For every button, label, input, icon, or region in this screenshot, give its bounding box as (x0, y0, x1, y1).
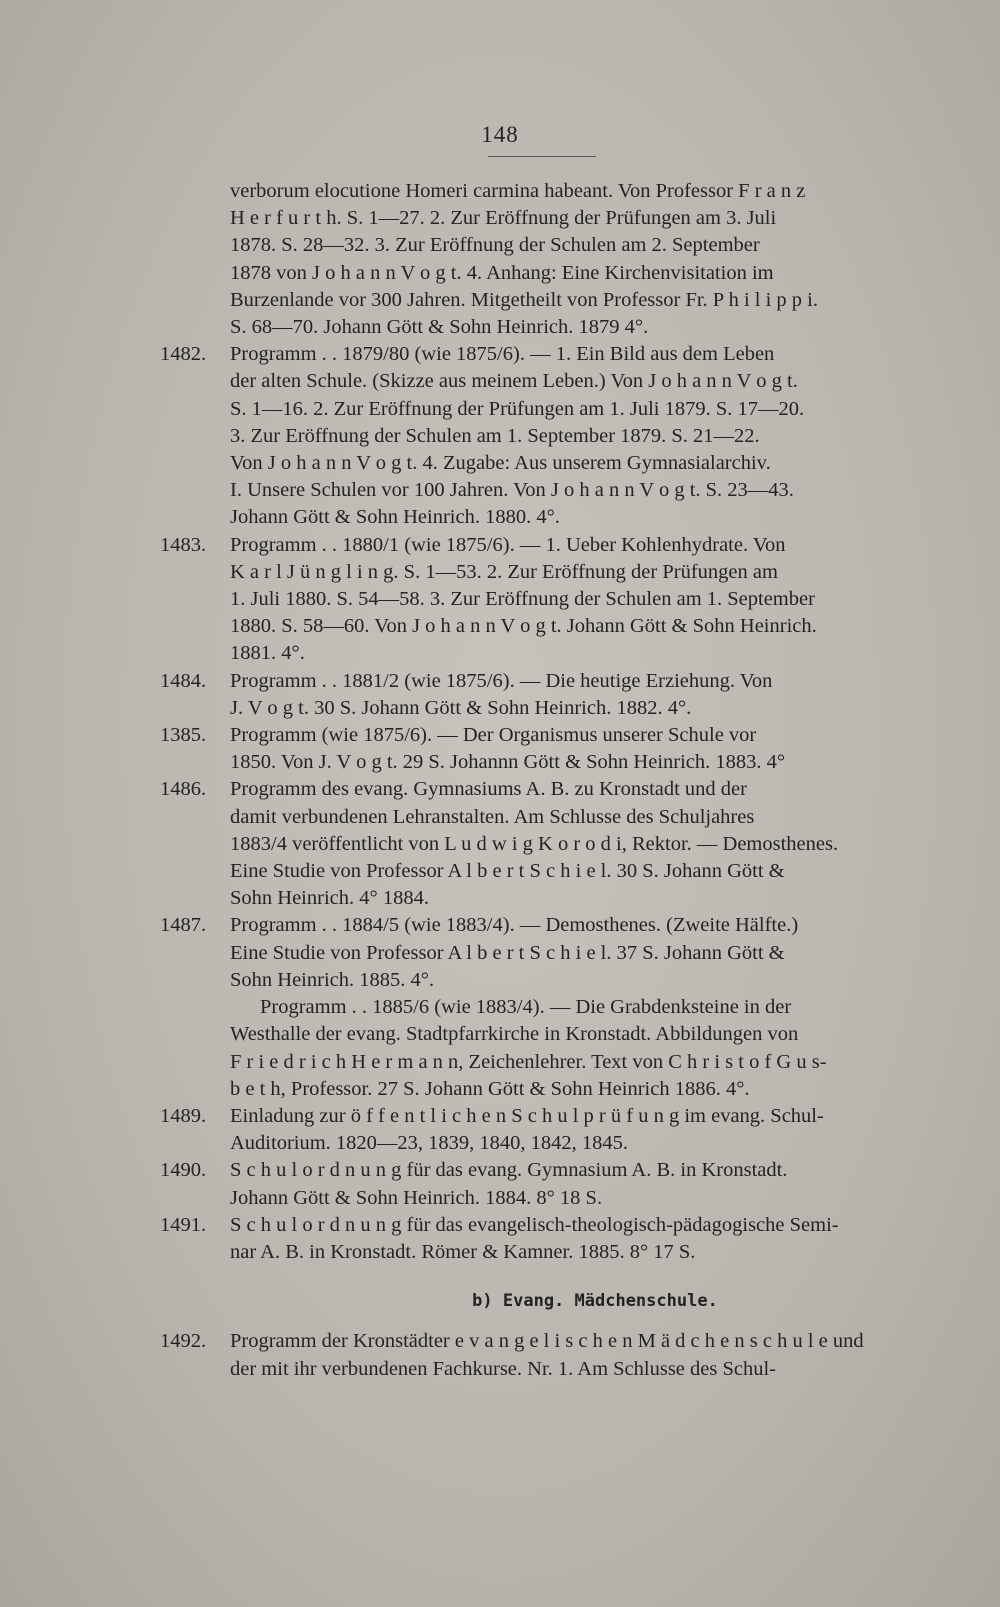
entry-item (160, 668, 930, 722)
entry-number: 1486. (160, 778, 207, 801)
text-line: Johann Gött & Sohn Heinrich. 1884. 8° 18 S. (230, 1186, 603, 1209)
text-line: Eine Studie von Professor A l b e r t S c h i e l. 37 S. Johann Gött & (230, 941, 785, 964)
entry-text (230, 1157, 930, 1211)
section-title: b) Evang. Mädchenschule. (472, 1291, 718, 1312)
entry-number: 1489. (160, 1104, 207, 1127)
entry-number: 1482. (160, 343, 207, 366)
text-line: Programm . . 1885/6 (wie 1883/4). — Die Grabdenksteine in der (260, 996, 792, 1019)
text-line: Burzenlande vor 300 Jahren. Mitgetheilt von Professor Fr. P h i l i p p i. (230, 288, 818, 311)
text-line: 1878 von J o h a n n V o g t. 4. Anhang: Eine Kirchenvisitation im (230, 261, 774, 284)
entry-number: 1487. (160, 914, 207, 937)
text-line: Sohn Heinrich. 1885. 4°. (230, 968, 435, 991)
text-line: S. 68—70. Johann Gött & Sohn Heinrich. 1879 4°. (230, 316, 649, 339)
text-line: S c h u l o r d n u n g für das evangelisch-theologisch-pädagogische Semi- (230, 1213, 839, 1236)
entry-number: 1492. (160, 1330, 207, 1353)
text-line: 1883/4 veröffentlicht von L u d w i g K o r o d i, Rektor. — Demosthenes. (230, 832, 839, 855)
text-line: b e t h, Professor. 27 S. Johann Gött & Sohn Heinrich 1886. 4°. (230, 1077, 750, 1100)
entry-text (230, 776, 930, 912)
entry-number: 1490. (160, 1159, 207, 1182)
entry-text (230, 1103, 930, 1157)
text-line: K a r l J ü n g l i n g. S. 1—53. 2. Zur Eröffnung der Prüfungen am (230, 560, 778, 583)
text-body (160, 178, 930, 1383)
text-line: Programm . . 1881/2 (wie 1875/6). — Die heutige Erziehung. Von (230, 669, 773, 692)
entry-number: 1484. (160, 669, 207, 692)
entry-number: 1385. (160, 724, 207, 747)
entries-group-1 (160, 178, 930, 994)
text-line: F r i e d r i c h H e r m a n n, Zeichenlehrer. Text von C h r i s t o f G u s- (230, 1050, 827, 1073)
page-header (0, 122, 1000, 148)
entry-text (230, 912, 930, 994)
text-line: 1880. S. 58—60. Von J o h a n n V o g t. Johann Gött & Sohn Heinrich. (230, 615, 817, 638)
entry-item (160, 912, 930, 994)
entry-item (160, 722, 930, 776)
entry-item (160, 776, 930, 912)
text-line: 1. Juli 1880. S. 54—58. 3. Zur Eröffnung der Schulen am 1. September (230, 588, 815, 611)
entry-item (160, 1328, 930, 1382)
text-line: verborum elocutione Homeri carmina habeant. Von Professor F r a n z (230, 180, 806, 202)
text-line: 1881. 4°. (230, 642, 305, 665)
text-line: Programm der Kronstädter e v a n g e l i s c h e n M ä d c h e n s c h u l e und (230, 1330, 864, 1353)
entry-text (230, 532, 930, 668)
entry-text (230, 1212, 930, 1266)
text-line: damit verbundenen Lehranstalten. Am Schlusse des Schuljahres (230, 805, 755, 828)
text-line: S. 1—16. 2. Zur Eröffnung der Prüfungen am 1. Juli 1879. S. 17—20. (230, 397, 805, 420)
text-line: Westhalle der evang. Stadtpfarrkirche in Kronstadt. Abbildungen von (230, 1023, 799, 1046)
text-line: nar A. B. in Kronstadt. Römer & Kamner. 1885. 8° 17 S. (230, 1240, 696, 1263)
text-line: I. Unsere Schulen vor 100 Jahren. Von J o h a n n V o g t. S. 23—43. (230, 479, 794, 502)
entry-item (160, 1212, 930, 1266)
text-line: Programm . . 1880/1 (wie 1875/6). — 1. Ueber Kohlenhydrate. Von (230, 533, 786, 556)
page-number: 148 (481, 122, 519, 147)
entry-text (230, 668, 930, 722)
entry-text (230, 178, 930, 341)
text-line: Von J o h a n n V o g t. 4. Zugabe: Aus unserem Gymnasialarchiv. (230, 452, 771, 475)
entry-item (160, 532, 930, 668)
entries-group-3 (160, 1328, 930, 1382)
text-line: Eine Studie von Professor A l b e r t S c h i e l. 30 S. Johann Gött & (230, 860, 785, 883)
text-line: 3. Zur Eröffnung der Schulen am 1. September 1879. S. 21—22. (230, 424, 760, 447)
entry-item (160, 341, 930, 531)
text-line: Programm (wie 1875/6). — Der Organismus unserer Schule vor (230, 724, 757, 747)
text-line: S c h u l o r d n u n g für das evang. Gymnasium A. B. in Kronstadt. (230, 1159, 788, 1182)
header-rule (488, 156, 596, 157)
entry-item (160, 1103, 930, 1157)
text-line: 1850. Von J. V o g t. 29 S. Johannn Gött & Sohn Heinrich. 1883. 4° (230, 751, 786, 774)
entry-number: 1483. (160, 533, 207, 556)
entry-item (160, 1157, 930, 1211)
entry-text (230, 341, 930, 531)
entry-text (230, 722, 930, 776)
text-line: Programm . . 1884/5 (wie 1883/4). — Demosthenes. (Zweite Hälfte.) (230, 914, 799, 937)
entry-text (230, 1328, 930, 1382)
text-line: Auditorium. 1820—23, 1839, 1840, 1842, 1845. (230, 1132, 629, 1155)
text-line: Programm . . 1879/80 (wie 1875/6). — 1. Ein Bild aus dem Leben (230, 343, 775, 366)
text-line: Johann Gött & Sohn Heinrich. 1880. 4°. (230, 506, 560, 529)
entry-continuation (160, 994, 930, 1103)
text-line: der mit ihr verbundenen Fachkurse. Nr. 1. Am Schlusse des Schul- (230, 1357, 777, 1380)
entry-text (230, 994, 930, 1103)
text-line: Einladung zur ö f f e n t l i c h e n S c h u l p r ü f u n g im evang. Schul- (230, 1104, 824, 1127)
text-line: der alten Schule. (Skizze aus meinem Leben.) Von J o h a n n V o g t. (230, 370, 798, 393)
text-line: H e r f u r t h. S. 1—27. 2. Zur Eröffnung der Prüfungen am 3. Juli (230, 207, 777, 230)
text-line: J. V o g t. 30 S. Johann Gött & Sohn Heinrich. 1882. 4°. (230, 696, 692, 719)
text-line: Programm des evang. Gymnasiums A. B. zu Kronstadt und der (230, 778, 747, 801)
entries-group-2 (160, 1103, 930, 1266)
entry-number: 1491. (160, 1213, 207, 1236)
text-line: 1878. S. 28—32. 3. Zur Eröffnung der Schulen am 2. September (230, 234, 760, 257)
text-line: Sohn Heinrich. 4° 1884. (230, 887, 429, 910)
entry-item (160, 178, 930, 341)
